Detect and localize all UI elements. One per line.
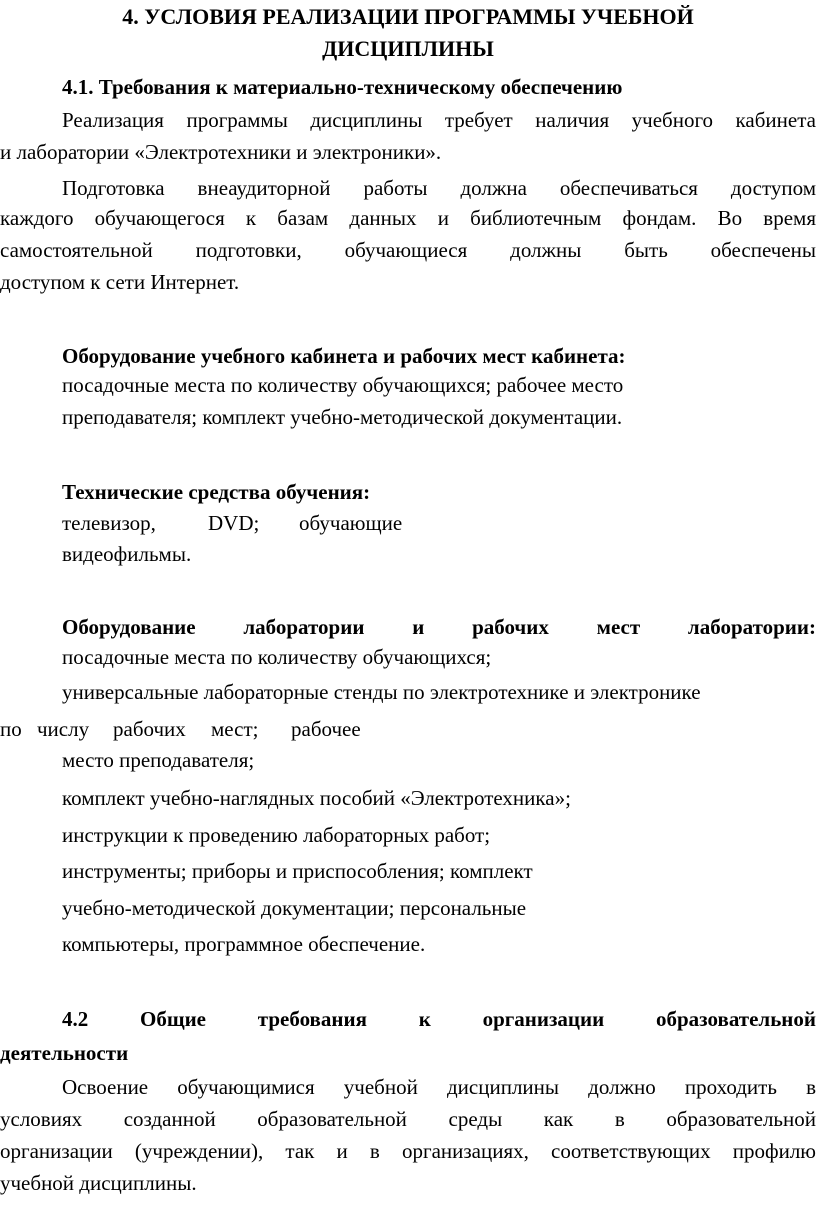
cabinet-line: преподавателя; комплект учебно-методической документации. bbox=[62, 405, 623, 429]
section-4-2-heading-line-1: 4.2 Общие требования к организации образовательной bbox=[62, 1007, 816, 1031]
tech-word: телевизор, bbox=[62, 511, 156, 535]
paragraph-line: каждого обучающегося к базам данных и библиотечным фондам. Во время bbox=[0, 206, 816, 230]
chapter-title-line-1: 4. УСЛОВИЯ РЕАЛИЗАЦИИ ПРОГРАММЫ УЧЕБНОЙ bbox=[122, 4, 694, 29]
lab-line: комплект учебно-наглядных пособий «Электротехника»; bbox=[62, 786, 571, 810]
lab-line: инструкции к проведению лабораторных работ; bbox=[62, 823, 491, 847]
cabinet-line: посадочные места по количеству обучающихся; рабочее место bbox=[62, 373, 624, 397]
paragraph-line: самостоятельной подготовки, обучающиеся должны быть обеспечены bbox=[0, 238, 816, 262]
paragraph-line: Подготовка внеаудиторной работы должна обеспечиваться доступом bbox=[62, 176, 816, 200]
section-4-1-heading: 4.1. Требования к материально-техническому обеспечению bbox=[62, 75, 623, 99]
lab-word: числу bbox=[37, 717, 90, 741]
lab-word: по bbox=[0, 717, 22, 741]
cabinet-heading: Оборудование учебного кабинета и рабочих мест кабинета: bbox=[62, 344, 626, 368]
lab-word: рабочее bbox=[291, 717, 361, 741]
paragraph-line: доступом к сети Интернет. bbox=[0, 270, 240, 294]
tech-line-1 bbox=[62, 508, 422, 538]
tech-line-2: видеофильмы. bbox=[62, 542, 192, 566]
paragraph-line: Реализация программы дисциплины требует наличия учебного кабинета bbox=[62, 108, 816, 132]
lab-line-3 bbox=[0, 714, 380, 744]
lab-word: рабочих bbox=[113, 717, 186, 741]
lab-line: учебно-методической документации; персональные bbox=[62, 896, 527, 920]
lab-line: посадочные места по количеству обучающихся; bbox=[62, 645, 492, 669]
paragraph-line: организации (учреждении), так и в организациях, соответствующих профилю bbox=[0, 1139, 816, 1163]
lab-line: универсальные лабораторные стенды по электротехнике и электронике bbox=[62, 680, 701, 704]
tech-word: обучающие bbox=[299, 511, 403, 535]
lab-heading: Оборудование лаборатории и рабочих мест лаборатории: bbox=[62, 615, 816, 639]
tech-word: DVD; bbox=[208, 511, 260, 535]
lab-line: место преподавателя; bbox=[62, 748, 255, 772]
chapter-title-line-2: ДИСЦИПЛИНЫ bbox=[322, 36, 494, 61]
paragraph-line: и лаборатории «Электротехники и электроники». bbox=[0, 140, 442, 164]
tech-heading: Технические средства обучения: bbox=[62, 480, 371, 504]
section-4-2-heading-line-2: деятельности bbox=[0, 1041, 129, 1065]
lab-line: инструменты; приборы и приспособления; комплект bbox=[62, 859, 533, 883]
paragraph-line: Освоение обучающимися учебной дисциплины должно проходить в bbox=[62, 1075, 816, 1099]
lab-word: мест; bbox=[211, 717, 259, 741]
paragraph-line: учебной дисциплины. bbox=[0, 1171, 197, 1195]
lab-line: компьютеры, программное обеспечение. bbox=[62, 932, 426, 956]
paragraph-line: условиях созданной образовательной среды как в образовательной bbox=[0, 1107, 816, 1131]
